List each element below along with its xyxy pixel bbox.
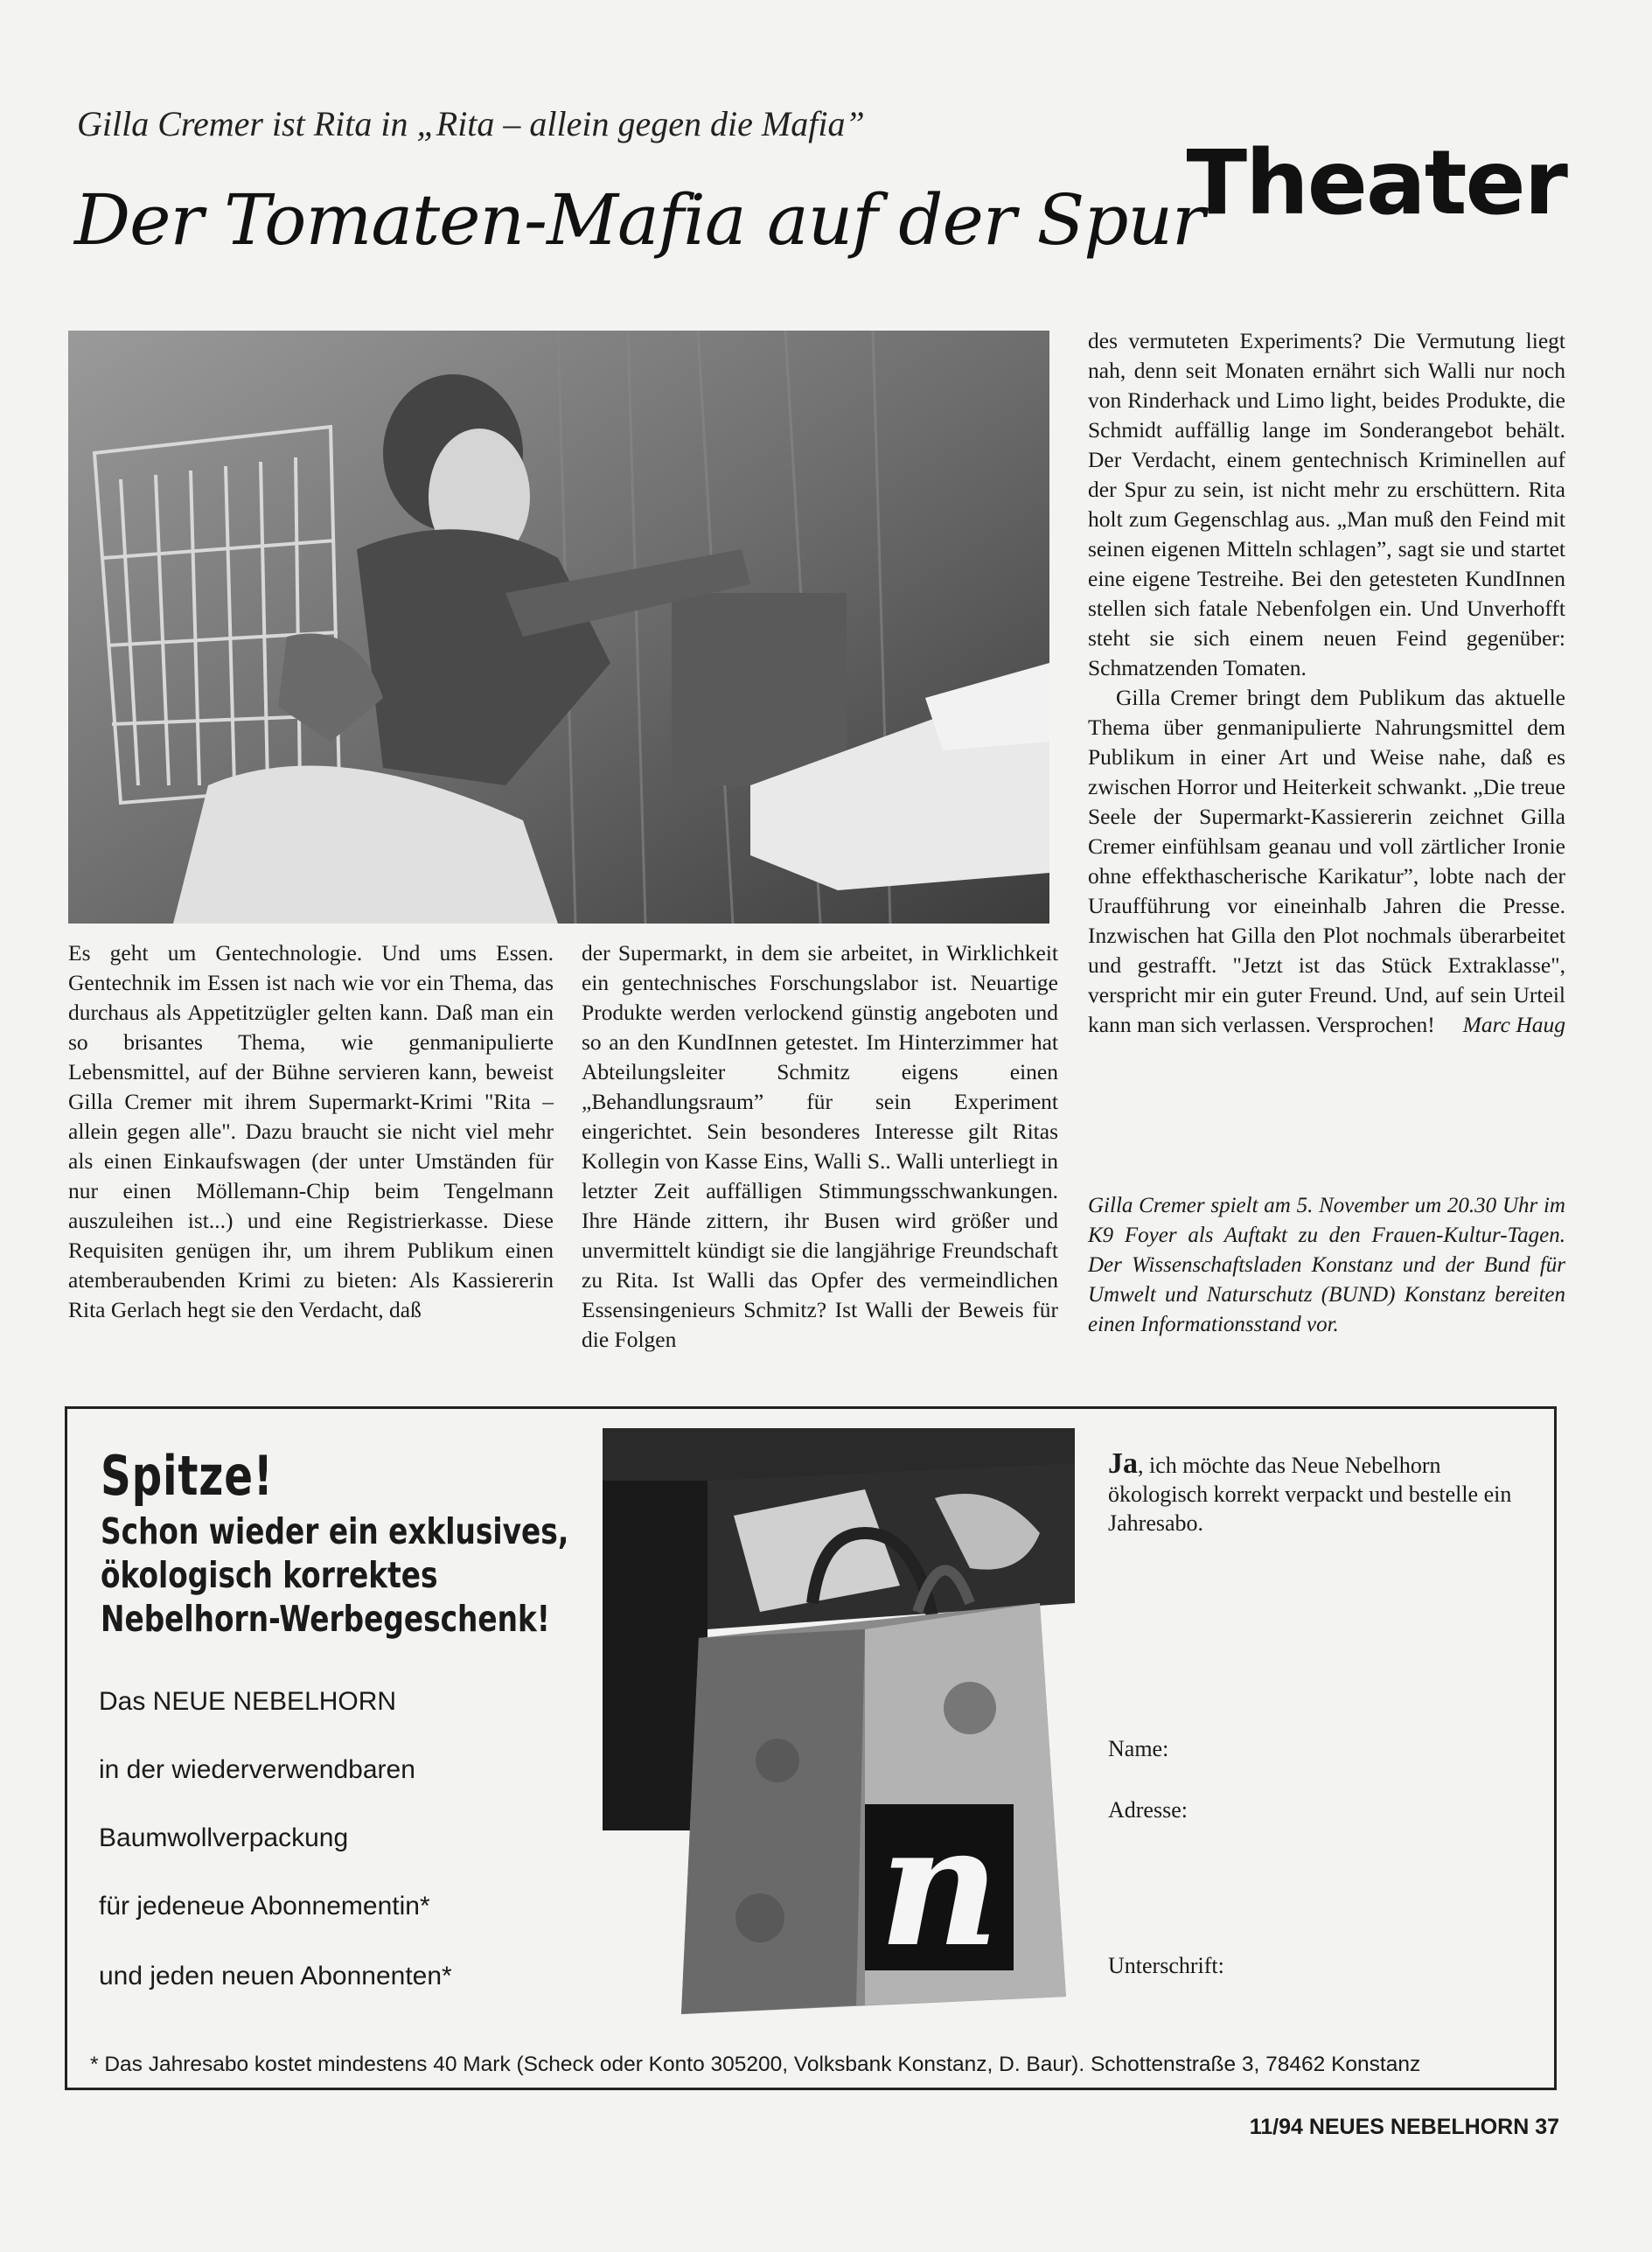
photo-illustration [68,331,1049,924]
article-column-3 [1088,326,1565,1040]
article-paragraph: der Supermarkt, in dem sie arbeitet, in Wirklichkeit ein gentechnisches Forschungslabor ist. Neuartige Produkte werden verlockend günstig angeboten und so an den KundInnen getestet. Im Hinterzimmer hat Abteilungsleiter Schmitz eigens einen „Behandlungsraum” für sein Experiment eingerichtet. Sein besonderes Interesse gilt Ritas Kollegin von Kasse Eins, Walli S.. Walli unterliegt in letzter Zeit auffälligen Stimmungsschwankungen. Ihre Hände zittern, ihr Busen wird größer und unvermittelt kündigt sie die langjährige Freundschaft zu Rita. Ist Walli das Opfer des vermeindlichen Essensingenieurs Schmitz? Ist Walli der Beweis für die Folgen [582,940,1058,1352]
order-intro [1108,1449,1537,1537]
event-note: Gilla Cremer spielt am 5. November um 20.30 Uhr im K9 Foyer als Auftakt zu den Frauen-Kultur-Tagen. Der Wissenschaftsladen Konstanz und der Bund für Umwelt und Naturschutz (BUND) Konstanz bereiten einen Informationsstand vor. [1088,1194,1565,1336]
page-footer: 11/94 NEUES NEBELHORN 37 [1249,2115,1559,2139]
article-paragraph: des vermuteten Experiments? Die Vermutung liegt nah, denn seit Monaten ernährt sich Walli nur noch von Rinderhack und Limo light, beides Produkte, die Schmidt auffällig lange im Sonderangebot behält. Der Verdacht, einem gentechnisch Kriminellen auf der Spur zu sein, ist nicht mehr zu erschüttern. Rita holt zum Gegenschlag aus. „Man muß den Feind mit seinen eigenen Mitteln schlagen”, sagt sie und startet eine eigene Testreihe. Bei den getesteten KundInnen stellen sich fatale Nebenfolgen ein. Und Unverhofft steht sie sich einem neuen Feind gegenüber: Schmatzenden Tomaten. [1088,328,1565,680]
article-headline: Der Tomaten-Mafia auf der Spur [74,179,1205,261]
ad-subheadline-line: Schon wieder ein exklusives, [101,1510,569,1552]
bag-logo: n [878,1788,1000,1984]
order-intro-bold: Ja [1108,1447,1138,1480]
ad-text-line: und jeden neuen Abonnenten* [99,1962,452,1991]
ad-subheadline-line: ökologisch korrektes [101,1554,438,1596]
ad-subheadline [101,1509,569,1641]
ad-footnote: * Das Jahresabo kostet mindestens 40 Mark (Scheck oder Konto 305200, Volksbank Konstanz, D. Baur). Schottenstraße 3, 78462 Konstanz [90,2053,1421,2076]
article-paragraph: Gilla Cremer bringt dem Publikum das aktuelle Thema über genmanipulierte Nahrungsmittel dem Publikum in einer Art und Weise nahe, daß es zwischen Horror und Heiterkeit schwankt. „Die treue Seele der Supermarkt-Kassiererin zeichnet Gilla Cremer einfühlsam geanau und voll zärtlicher Ironie ohne effekthascherische Karikatur”, lobte nach der Uraufführung vor eineinhalb Jahren die Presse. Inzwischen hat Gilla den Plot nochmals überarbeitet und gestrafft. "Jetzt ist das Stück Extraklasse", verspricht mir ein guter Freund. Und, auf sein Urteil kann man sich verlassen. Versprochen! [1088,685,1565,1037]
article-column-2 [582,938,1058,1355]
address-field-label[interactable]: Adresse: [1108,1797,1188,1823]
article-author: Marc Haug [1462,1012,1565,1037]
article-column-1 [68,938,554,1325]
ad-text-line: in der wiederverwendbaren [99,1755,415,1784]
ad-text-line: Das NEUE NEBELHORN [99,1687,397,1716]
ad-subheadline-line: Nebelhorn-Werbegeschenk! [101,1598,550,1640]
order-intro-text: , ich möchte das Neue Nebelhorn ökologisch korrekt verpackt und bestelle ein Jahresabo. [1108,1453,1512,1536]
article-kicker: Gilla Cremer ist Rita in „Rita – allein gegen die Mafia” [77,104,865,143]
tote-bag-image [603,1428,1101,2032]
signature-field-label[interactable]: Unterschrift: [1108,1953,1224,1978]
article-paragraph: Es geht um Gentechnologie. Und ums Essen. Gentechnik im Essen ist nach wie vor ein Thema, das durchaus als Appetitzügler gelten kann. Daß man ein so brisantes Thema, wie genmanipulierte Lebensmittel, auf der Bühne servieren kann, beweist Gilla Cremer mit ihrem Supermarkt-Krimi "Rita – allein gegen alle". Dazu braucht sie nicht viel mehr als einen Einkaufswagen (der unter Umständen für nur einen Möllemann-Chip beim Tengelmann auszuleihen ist...) und eine Registrierkasse. Diese Requisiten genügen ihr, um ihrem Publikum einen atemberaubenden Krimi zu bieten: Als Kassiererin Rita Gerlach hegt sie den Verdacht, daß [68,940,554,1322]
section-title: Theater [1186,131,1566,235]
ad-text-line: für jedeneue Abonnementin* [99,1892,430,1921]
name-field-label[interactable]: Name: [1108,1736,1169,1761]
ad-text-line: Baumwollverpackung [99,1823,349,1852]
article-photo [68,331,1049,924]
ad-headline: Spitze! [101,1444,274,1508]
subscription-ad [65,1406,1557,2090]
